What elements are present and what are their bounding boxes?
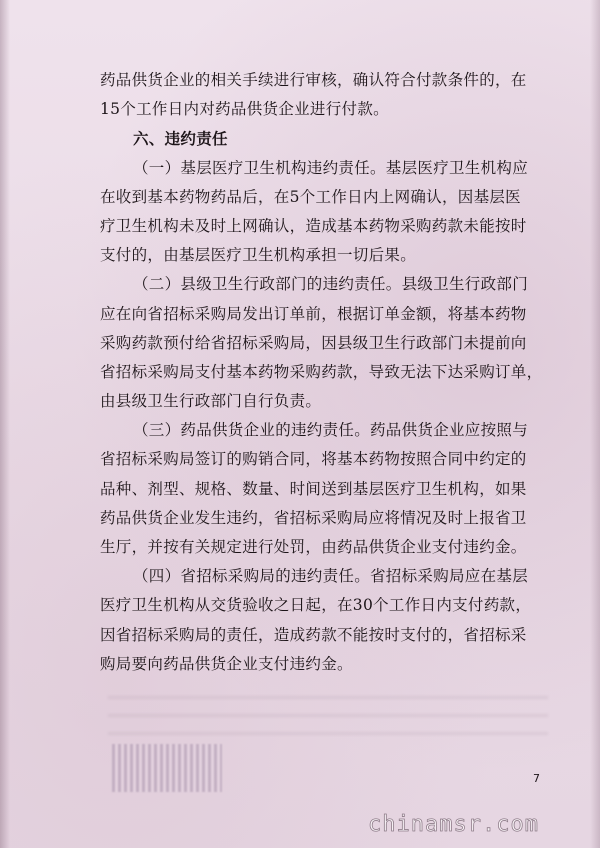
paragraph-line: 药品供货企业的相关手续进行审核，确认符合付款条件的，在 bbox=[100, 71, 527, 89]
page-number: 7 bbox=[533, 772, 540, 785]
section-heading: 六、违约责任 bbox=[133, 129, 228, 149]
document-body bbox=[100, 66, 554, 679]
paragraph-line: 15个工作日内对药品供货企业进行付款。 bbox=[100, 100, 389, 119]
left-edge-shadow bbox=[0, 0, 10, 848]
clause-line: 购局要向药品供货企业支付违约金。 bbox=[100, 654, 353, 673]
clause-line: 品种、剂型、规格、数量、时间送到基层医疗卫生机构，如果 bbox=[100, 479, 527, 498]
site-watermark: chinamsr.com bbox=[368, 812, 539, 837]
clause-line: 因省招标采购局的责任，造成药款不能按时支付的，省招标采 bbox=[100, 625, 527, 644]
right-edge-shadow bbox=[590, 0, 600, 848]
clause-line: 省招标采购局签订的购销合同，将基本药物按照合同中约定的 bbox=[100, 450, 527, 469]
clause-line: 由县级卫生行政部门自行负责。 bbox=[100, 392, 322, 411]
clause-line: 应在向省招标采购局发出订单前，根据订单金额，将基本药物 bbox=[100, 304, 527, 323]
bleed-through-barcode bbox=[112, 744, 222, 792]
clause-line: （一）基层医疗卫生机构违约责任。基层医疗卫生机构应 bbox=[133, 158, 529, 177]
clause-line: （二）县级卫生行政部门的违约责任。县级卫生行政部门 bbox=[133, 275, 529, 294]
clause-line: 在收到基本药物药品后，在5个工作日内上网确认，因基层医 bbox=[100, 187, 521, 206]
clause-line: （四）省招标采购局的违约责任。省招标采购局应在基层 bbox=[133, 567, 529, 586]
clause-line: 采购药款预付给省招标采购局，因县级卫生行政部门未提前向 bbox=[100, 333, 527, 352]
clause-line: 疗卫生机构未及时上网确认，造成基本药物采购药款未能按时 bbox=[100, 216, 527, 235]
clause-line: （三）药品供货企业的违约责任。药品供货企业应按照与 bbox=[133, 421, 529, 440]
bleed-through-text bbox=[108, 690, 548, 748]
clause-line: 支付的，由基层医疗卫生机构承担一切后果。 bbox=[100, 246, 417, 265]
clause-line: 生厅，并按有关规定进行处罚，由药品供货企业支付违约金。 bbox=[100, 538, 527, 556]
clause-line: 药品供货企业发生违约，省招标采购局应将情况及时上报省卫 bbox=[100, 508, 527, 527]
clause-line: 医疗卫生机构从交货验收之日起，在30个工作日内支付药款， bbox=[100, 596, 532, 615]
clause-line: 省招标采购局支付基本药物采购药款，导致无法下达采购订单， bbox=[100, 362, 543, 381]
